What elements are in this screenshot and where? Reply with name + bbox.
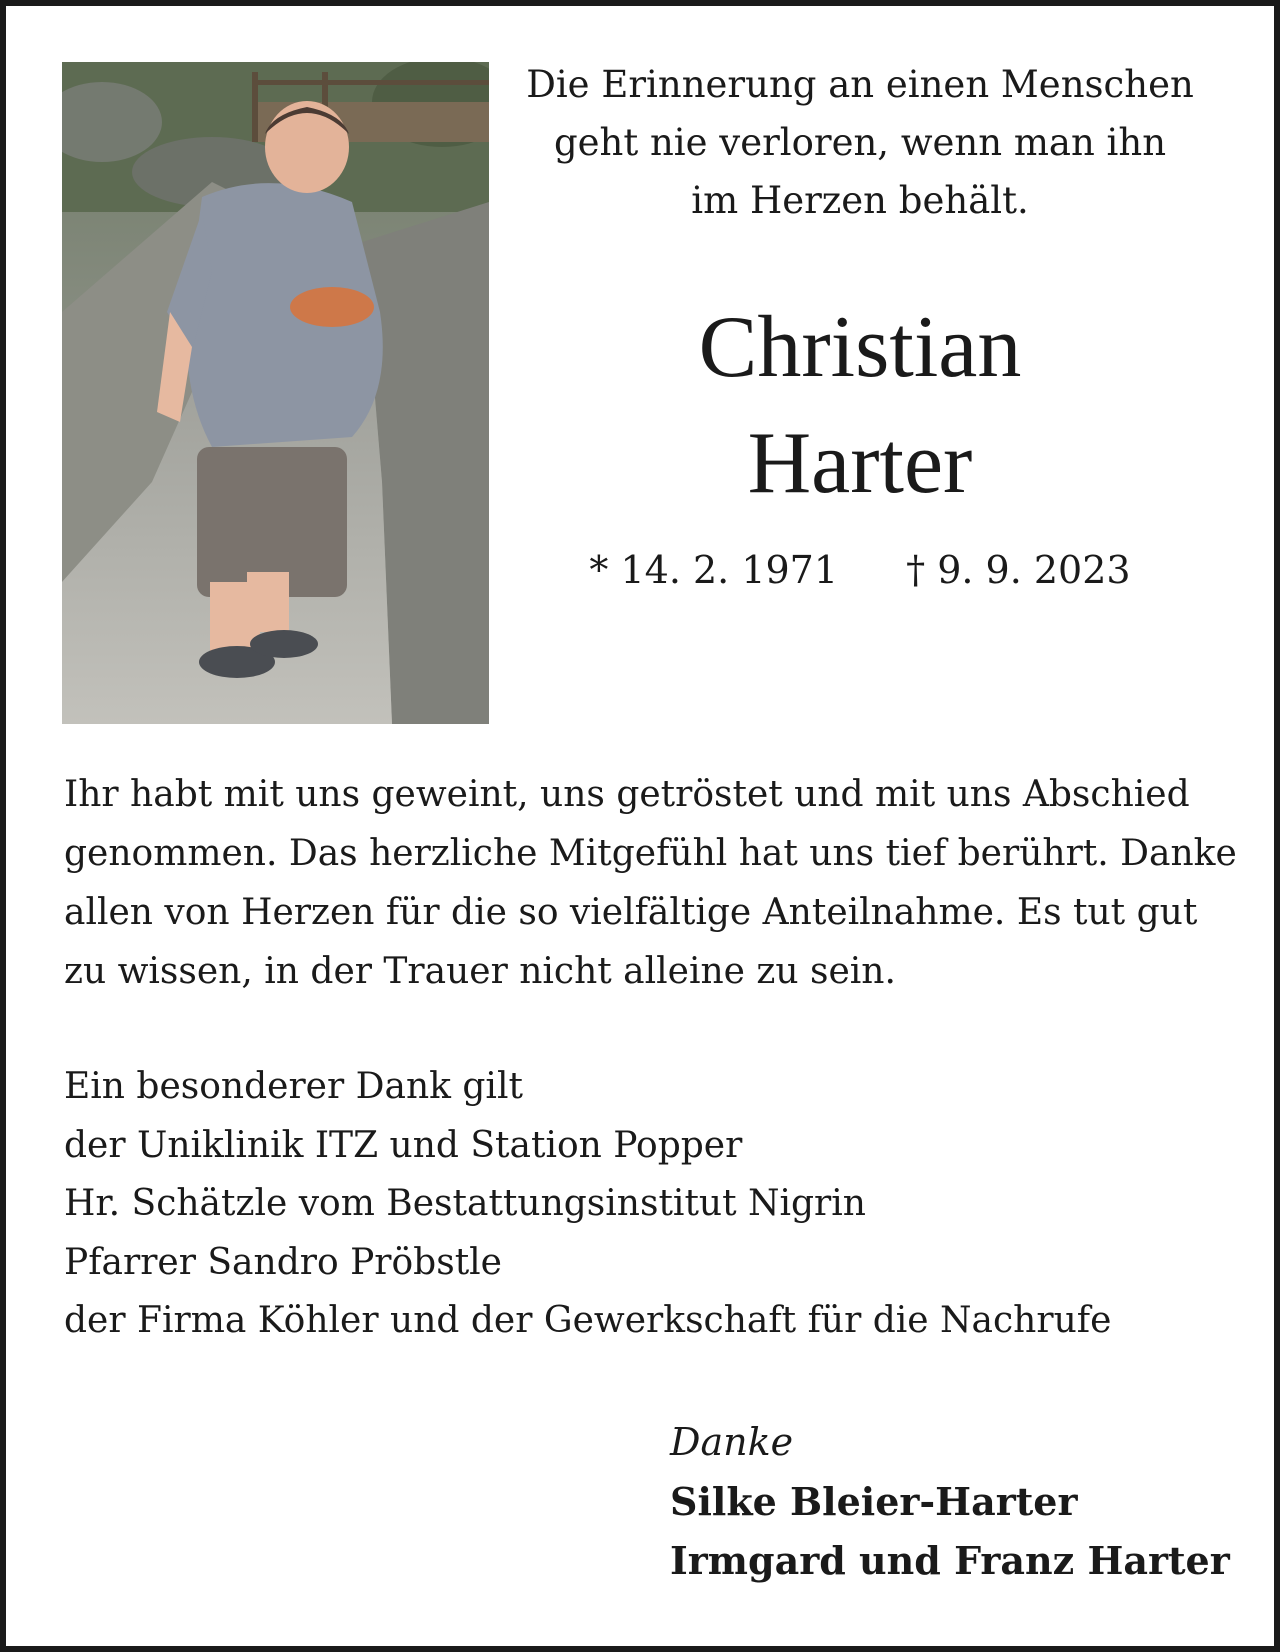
message-line: zu wissen, in der Trauer nicht alleine zu sein. [64, 951, 896, 992]
family-name: Silke Bleier-Harter [670, 1479, 1078, 1524]
birth-date: * 14. 2. 1971 [589, 548, 839, 592]
message-line: allen von Herzen für die so vielfältige Anteilnahme. Es tut gut [64, 892, 1198, 933]
message-line: genommen. Das herzliche Mitgefühl hat uns tief berührt. Danke [64, 833, 1237, 874]
deceased-name [510, 290, 1210, 522]
memorial-quote [510, 56, 1210, 230]
thank-you-message [64, 765, 1237, 1001]
thanks-line: Hr. Schätzle vom Bestattungsinstitut Nigrin [64, 1183, 866, 1224]
quote-line: geht nie verloren, wenn man ihn [553, 121, 1167, 164]
portrait-photo [62, 62, 489, 724]
message-line: Ihr habt mit uns geweint, uns getröstet und mit uns Abschied [64, 774, 1190, 815]
first-name: Christian [698, 299, 1022, 396]
special-thanks [64, 1058, 1224, 1351]
signoff [670, 1413, 1230, 1590]
family-name: Irmgard und Franz Harter [670, 1538, 1230, 1583]
signoff-danke: Danke [670, 1420, 794, 1464]
quote-line: Die Erinnerung an einen Menschen [526, 63, 1194, 106]
thanks-line: der Uniklinik ITZ und Station Popper [64, 1124, 743, 1166]
thanks-line: Ein besonderer Dank gilt [64, 1066, 523, 1107]
life-dates [510, 545, 1210, 595]
thanks-line: der Firma Köhler und der Gewerkschaft für die Nachrufe [64, 1300, 1112, 1341]
death-date: † 9. 9. 2023 [906, 548, 1131, 592]
thanks-line: Pfarrer Sandro Pröbstle [64, 1241, 502, 1283]
last-name: Harter [747, 415, 973, 512]
quote-line: im Herzen behält. [691, 179, 1029, 222]
